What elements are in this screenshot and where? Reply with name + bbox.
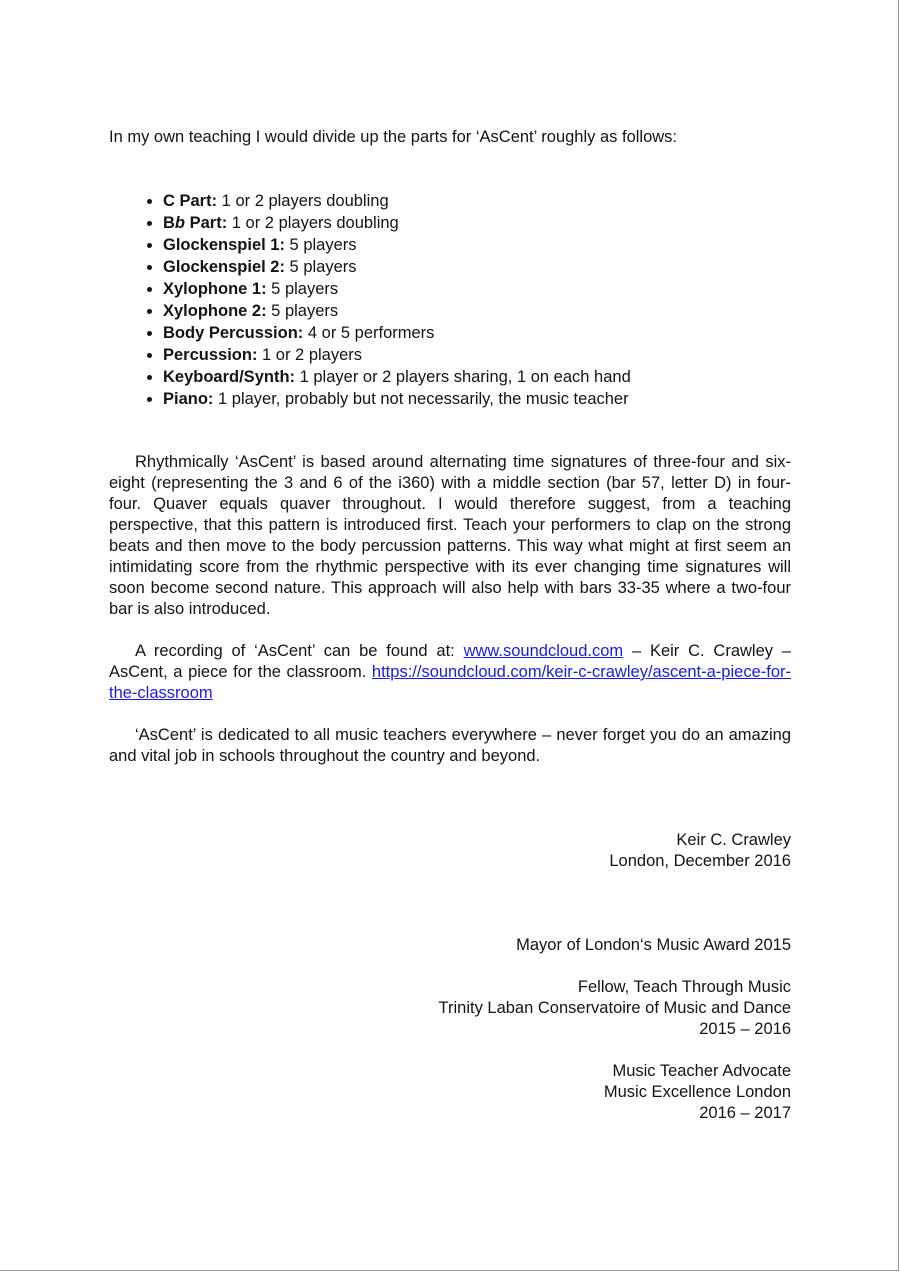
part-detail: 1 player, probably but not necessarily, the music teacher (213, 390, 629, 408)
part-detail: 4 or 5 performers (303, 324, 435, 342)
parts-list (109, 190, 791, 410)
advocate-title: Music Teacher Advocate (612, 1062, 791, 1080)
list-item (163, 278, 791, 300)
part-label: Bb Part: (163, 214, 228, 232)
dedication-paragraph: ‘AsCent’ is dedicated to all music teachers everywhere – never forget you do an amazing and vital job in schools throughout the country and beyond. (109, 726, 791, 765)
part-detail: 1 or 2 players doubling (227, 214, 399, 232)
signature-block (109, 830, 791, 872)
part-detail: 1 player or 2 players sharing, 1 on each hand (295, 368, 631, 386)
author-name: Keir C. Crawley (676, 831, 791, 849)
list-item (163, 388, 791, 410)
part-detail: 5 players (284, 236, 357, 254)
part-label: Piano: (163, 390, 214, 408)
part-label: Percussion: (163, 346, 258, 364)
list-item (163, 190, 791, 212)
page-content (109, 127, 791, 1124)
fellow-title: Fellow, Teach Through Music (577, 978, 791, 996)
list-item (163, 234, 791, 256)
intro-paragraph: In my own teaching I would divide up the parts for ‘AsCent’ roughly as follows: (109, 128, 678, 146)
credentials-block (109, 935, 791, 1124)
part-detail: 1 or 2 players doubling (217, 192, 389, 210)
part-label: Keyboard/Synth: (163, 368, 296, 386)
part-label: Glockenspiel 2: (163, 258, 285, 276)
part-detail: 5 players (266, 280, 339, 298)
part-detail: 1 or 2 players (257, 346, 363, 364)
recording-paragraph: A recording of ‘AsCent’ can be found at: www.soundcloud.com – Keir C. Crawley – AsCent, a piece for the classroom. https://soundcloud.com/keir-c-crawley/ascent-a-piece-for-the-classroom (109, 642, 791, 702)
list-item (163, 300, 791, 322)
list-item (163, 212, 791, 234)
fellow-org: Trinity Laban Conservatoire of Music and Dance (438, 999, 791, 1017)
part-label: Xylophone 1: (163, 280, 267, 298)
part-label: Xylophone 2: (163, 302, 267, 320)
part-detail: 5 players (266, 302, 339, 320)
part-detail: 5 players (284, 258, 357, 276)
rhythm-paragraph: Rhythmically ‘AsCent’ is based around alternating time signatures of three-four and six-eight (representing the 3 and 6 of the i360) with a middle section (bar 57, letter D) in four-four. Quaver equals quaver throughout. I would therefore suggest, from a teaching perspective, that this pattern is introduced first. Teach your performers to clap on the strong beats and then move to the body percussion patterns. This way what might at first seem an intimidating score from the rhythmic perspective with its ever changing time signatures will soon become second nature. This approach will also help with bars 33-35 where a two-four bar is also introduced. (109, 453, 791, 618)
advocate-years: 2016 – 2017 (699, 1104, 791, 1122)
part-label: Glockenspiel 1: (163, 236, 285, 254)
award-line: Mayor of London‘s Music Award 2015 (516, 936, 791, 954)
list-item (163, 344, 791, 366)
part-label: Body Percussion: (163, 324, 304, 342)
recording-link[interactable]: https://soundcloud.com/keir-c-crawley/ascent-a-piece-for-the-classroom (109, 663, 791, 702)
list-item (163, 366, 791, 388)
fellow-years: 2015 – 2016 (699, 1020, 791, 1038)
list-item (163, 322, 791, 344)
advocate-org: Music Excellence London (603, 1083, 791, 1101)
soundcloud-link[interactable]: www.soundcloud.com (463, 642, 624, 660)
place-date: London, December 2016 (609, 852, 791, 870)
list-item (163, 256, 791, 278)
part-label: C Part: (163, 192, 218, 210)
